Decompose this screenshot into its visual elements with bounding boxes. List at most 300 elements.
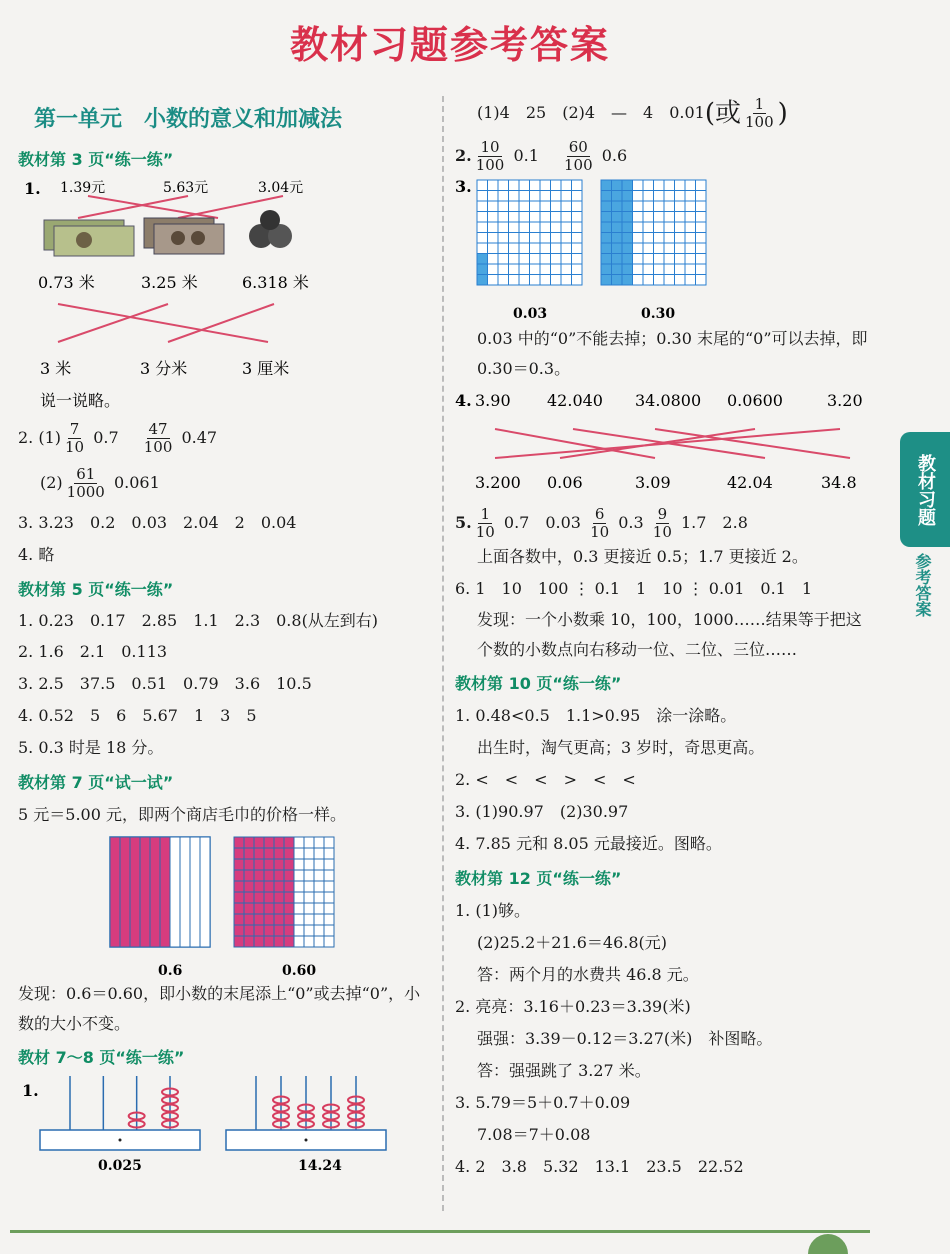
price-label: 3.04元 [258, 180, 304, 196]
answer-text: (1)4 25 (2)4 — 4 0.01 [477, 103, 705, 122]
grid-cell-003 [561, 254, 572, 265]
grid-cell-030 [633, 233, 644, 244]
grid-cell-003 [572, 201, 583, 212]
answer-line: 4. 略 [18, 545, 55, 564]
hundredths-cell [284, 925, 294, 936]
hundredths-cell [254, 837, 264, 848]
grid-cell-030 [643, 254, 654, 265]
price-label: 5.63元 [163, 180, 209, 196]
page-corner-mark [808, 1234, 848, 1254]
hundredths-cell [304, 936, 314, 947]
grid-cell-003 [488, 191, 499, 202]
hundredths-cell [254, 925, 264, 936]
left-column [18, 90, 428, 1174]
tenths-cell [150, 837, 160, 947]
section-heading-p10: 教材第 10 页“练一练” [455, 674, 622, 693]
grid-cell-003 [572, 243, 583, 254]
unit-title: 第一单元 小数的意义和加减法 [34, 107, 343, 132]
hundredths-cell [234, 892, 244, 903]
grid-cell-030 [612, 254, 623, 265]
answer-line: 2. 1.6 2.1 0.113 [18, 642, 168, 661]
hundredths-cell [254, 903, 264, 914]
hundredths-cell [324, 848, 334, 859]
grid-cell-003 [509, 212, 520, 223]
hundredths-cell [274, 914, 284, 925]
tenths-cell [200, 837, 210, 947]
grid-label: 0.03 [513, 306, 548, 322]
hundredths-cell [324, 881, 334, 892]
hundredths-cell [264, 881, 274, 892]
hundredths-cell [294, 936, 304, 947]
grid-cell-003 [509, 201, 520, 212]
hundredths-cell [254, 870, 264, 881]
question-number: 2. (1) [18, 428, 62, 447]
hundredths-cell [304, 914, 314, 925]
grid-cell-003 [477, 180, 488, 191]
hundredths-cell [314, 881, 324, 892]
answer-line: 1. 0.48<0.5 1.1>0.95 涂一涂略。 [455, 706, 737, 725]
grid-cell-003 [530, 233, 541, 244]
grid-cell-003 [488, 201, 499, 212]
hundredths-cell [244, 870, 254, 881]
grid-cell-003 [477, 212, 488, 223]
answer-line: 2. < < < > < < [455, 770, 636, 789]
hundredths-cell [234, 870, 244, 881]
matching-exercise-1 [18, 176, 428, 411]
unit-label: 3 厘米 [242, 359, 290, 378]
grid-label: 0.60 [282, 963, 317, 979]
decimal-value: 0.3 [618, 513, 644, 532]
grid-label: 0.30 [641, 306, 676, 322]
hundredths-cell [284, 881, 294, 892]
answer-line: 发现：一个小数乘 10，100，1000……结果等于把这个数的小数点向右移动一位、二位、三位…… [477, 610, 862, 659]
length-label: 0.73 米 [38, 273, 95, 292]
answer-line: 0.03 中的“0”不能去掉；0.30 末尾的“0”可以去掉，即 0.30＝0.3。 [477, 329, 868, 378]
answer-line: 5 元＝5.00 元，即两个商店毛巾的价格一样。 [18, 805, 346, 824]
grid-cell-003 [477, 222, 488, 233]
grid-cell-030 [685, 180, 696, 191]
section-heading-p7-8: 教材 7～8 页“练一练” [18, 1048, 185, 1067]
grid-cell-003 [530, 254, 541, 265]
hundredths-cell [234, 903, 244, 914]
grid-cell-003 [488, 180, 499, 191]
hundredths-cell [274, 848, 284, 859]
answer-line: 强强：3.39－0.12＝3.27(米) 补图略。 [477, 1029, 773, 1048]
grid-cell-030 [601, 191, 612, 202]
grid-cell-003 [488, 264, 499, 275]
section-heading-p3: 教材第 3 页“练一练” [18, 150, 174, 169]
tenths-cell [130, 837, 140, 947]
grid-cell-030 [622, 222, 633, 233]
grid-cell-003 [477, 264, 488, 275]
top-value: 0.0600 [727, 391, 783, 410]
hundredths-cell [234, 859, 244, 870]
hundredths-cell [324, 837, 334, 848]
right-column [455, 96, 875, 1183]
note-text: 说一说略。 [40, 391, 121, 410]
grid-cell-030 [696, 254, 707, 265]
coins-icon [249, 210, 292, 248]
fraction: $\frac{9}{10}$ [652, 505, 672, 541]
answer-line: 1. (1)够。 [455, 901, 531, 920]
hundredths-cell [244, 925, 254, 936]
abacus-figure [18, 1074, 428, 1174]
grid-cell-030 [622, 233, 633, 244]
grid-cell-003 [561, 180, 572, 191]
grid-cell-003 [477, 191, 488, 202]
hundredths-cell [234, 925, 244, 936]
hundredths-cell [294, 859, 304, 870]
hundredths-cell [254, 848, 264, 859]
grid-label: 0.6 [158, 963, 183, 979]
grid-cell-030 [633, 243, 644, 254]
grid-cell-003 [551, 180, 562, 191]
answer-line: 4. 2 3.8 5.32 13.1 23.5 22.52 [455, 1157, 744, 1176]
decimal-value: 0.7 0.03 [503, 513, 581, 532]
shaded-grids-figure [18, 831, 428, 979]
grid-cell-003 [498, 180, 509, 191]
grid-cell-003 [540, 243, 551, 254]
hundredths-cell [274, 925, 284, 936]
hundredths-cell [304, 870, 314, 881]
decimal-value: 1.7 2.8 [680, 513, 748, 532]
hundredths-cell [294, 881, 304, 892]
hundredths-cell [314, 892, 324, 903]
grid-cell-003 [572, 222, 583, 233]
section-heading-p5: 教材第 5 页“练一练” [18, 580, 174, 599]
grid-cell-003 [519, 264, 530, 275]
unit-label: 3 分米 [140, 359, 188, 378]
grid-cell-030 [612, 191, 623, 202]
hundredths-cell [234, 881, 244, 892]
grid-cell-030 [685, 243, 696, 254]
grid-cell-030 [696, 212, 707, 223]
matching-exercise-4 [455, 384, 875, 492]
top-value: 3.20 [827, 391, 863, 410]
grid-cell-003 [509, 222, 520, 233]
grid-cell-030 [664, 233, 675, 244]
fraction: $\frac{47}{100}$ [143, 420, 173, 456]
grid-cell-003 [530, 201, 541, 212]
answer-line: 发现：0.6＝0.60，即小数的末尾添上“0”或去掉“0”，小数的大小不变。 [18, 984, 421, 1033]
grid-cell-003 [519, 275, 530, 286]
grid-cell-030 [612, 243, 623, 254]
fraction: $\frac{10}{100}$ [475, 138, 505, 174]
hundredths-cell [274, 881, 284, 892]
decimal-grid-figure [18, 831, 428, 979]
hundredths-cell [324, 903, 334, 914]
grid-cell-030 [612, 233, 623, 244]
grid-cell-003 [551, 254, 562, 265]
fraction: $\frac{6}{10}$ [590, 505, 610, 541]
grid-cell-030 [643, 191, 654, 202]
hundredths-cell [284, 936, 294, 947]
grid-cell-030 [622, 191, 633, 202]
grid-cell-030 [612, 275, 623, 286]
decimal-value: 0.061 [113, 473, 160, 492]
answer-line [455, 96, 875, 131]
grid-cell-003 [561, 222, 572, 233]
grid-cell-030 [622, 201, 633, 212]
hundredths-cell [274, 837, 284, 848]
grid-cell-030 [622, 254, 633, 265]
grid-cell-030 [601, 275, 612, 286]
grid-cell-003 [509, 243, 520, 254]
question-number: (2) [40, 473, 63, 492]
hundredths-cell [264, 925, 274, 936]
hundredths-cell [264, 903, 274, 914]
hundredths-cell [244, 848, 254, 859]
hundredths-cell [294, 914, 304, 925]
grid-cell-030 [654, 264, 665, 275]
hundredths-cell [244, 892, 254, 903]
grid-cell-030 [675, 254, 686, 265]
grid-cell-030 [654, 191, 665, 202]
question-number: 5. [455, 513, 472, 532]
grid-cell-003 [488, 275, 499, 286]
grid-cell-003 [540, 212, 551, 223]
grid-cell-003 [488, 233, 499, 244]
grid-cell-030 [622, 212, 633, 223]
banknotes-icon [44, 220, 134, 256]
hundredths-cell [234, 914, 244, 925]
abacus-label: 14.24 [298, 1158, 342, 1174]
grid-cell-003 [572, 233, 583, 244]
hundredths-cell [324, 870, 334, 881]
paren-text: ) [777, 98, 788, 129]
grid-cell-030 [654, 201, 665, 212]
grid-cell-030 [675, 180, 686, 191]
answer-line [455, 506, 875, 541]
hundredths-cell [264, 859, 274, 870]
grid-cell-003 [540, 233, 551, 244]
hundredths-cell [304, 925, 314, 936]
grid-cell-003 [488, 254, 499, 265]
grid-cell-003 [561, 191, 572, 202]
grid-cell-030 [654, 233, 665, 244]
tenths-cell [160, 837, 170, 947]
paren-text: (或 [704, 98, 742, 129]
grid-cell-003 [488, 222, 499, 233]
grid-cell-030 [601, 264, 612, 275]
grid-cell-003 [477, 254, 488, 265]
hundredths-cell [274, 870, 284, 881]
hundredths-cell [244, 903, 254, 914]
grid-cell-030 [696, 275, 707, 286]
grid-cell-030 [612, 222, 623, 233]
hundredths-cell [314, 903, 324, 914]
grid-cell-030 [622, 264, 633, 275]
hundredths-cell [324, 936, 334, 947]
hundredths-cell [244, 914, 254, 925]
grid-cell-030 [696, 264, 707, 275]
grid-cell-030 [633, 201, 644, 212]
grid-cell-003 [561, 264, 572, 275]
hundredths-cell [244, 881, 254, 892]
hundredths-cell [244, 936, 254, 947]
grid-cell-030 [633, 222, 644, 233]
hundredths-cell [314, 914, 324, 925]
page-title: 教材习题参考答案 [289, 23, 610, 67]
grid-cell-003 [519, 243, 530, 254]
grid-cell-030 [622, 275, 633, 286]
side-tab[interactable]: 教材习题 [900, 432, 950, 547]
grid-cell-030 [664, 275, 675, 286]
hundredths-cell [234, 936, 244, 947]
tenths-cell [110, 837, 120, 947]
grid-cell-003 [498, 201, 509, 212]
hundredths-cell [254, 936, 264, 947]
grid-cell-030 [654, 180, 665, 191]
grid-cell-030 [643, 275, 654, 286]
grid-cell-030 [685, 254, 696, 265]
grid-cell-003 [572, 264, 583, 275]
grid-cell-003 [498, 254, 509, 265]
answer-line: 1. 0.23 0.17 2.85 1.1 2.3 0.8(从左到右) [18, 611, 379, 630]
grid-cell-030 [675, 233, 686, 244]
hundredths-cell [274, 892, 284, 903]
fraction: $\frac{60}{100}$ [563, 138, 593, 174]
grid-cell-030 [675, 243, 686, 254]
hundredths-cell [274, 859, 284, 870]
hundredths-cell [284, 892, 294, 903]
hundredths-cell [304, 848, 314, 859]
grid-cell-003 [519, 254, 530, 265]
grid-cell-030 [675, 212, 686, 223]
hundredths-cell [294, 848, 304, 859]
grid-cell-030 [664, 222, 675, 233]
hundredths-cell [304, 837, 314, 848]
hundredths-cell [264, 892, 274, 903]
grid-cell-030 [685, 264, 696, 275]
grid-cell-003 [540, 264, 551, 275]
grid-cell-030 [685, 201, 696, 212]
grid-cell-003 [540, 180, 551, 191]
price-label: 1.39元 [60, 180, 106, 196]
matching-figure [18, 176, 428, 411]
grid-cell-030 [654, 254, 665, 265]
grid-cell-003 [530, 243, 541, 254]
hundredths-cell [324, 914, 334, 925]
grid-cell-030 [633, 191, 644, 202]
grid-cell-003 [477, 201, 488, 212]
grid-cell-003 [530, 191, 541, 202]
hundredths-cell [274, 936, 284, 947]
hundredths-cell [264, 914, 274, 925]
grid-cell-030 [601, 180, 612, 191]
grid-cell-030 [633, 264, 644, 275]
hundredths-cell [234, 837, 244, 848]
hundredths-cell [294, 837, 304, 848]
grid-cell-003 [477, 233, 488, 244]
grid-cell-003 [540, 201, 551, 212]
tenths-cell [190, 837, 200, 947]
hundredths-cell [244, 859, 254, 870]
grid-cell-003 [477, 243, 488, 254]
hundred-grid-svg [455, 174, 875, 324]
fraction: $\frac{61}{1000}$ [66, 465, 105, 501]
fraction: $\frac{1}{100}$ [745, 95, 774, 131]
grid-cell-030 [675, 201, 686, 212]
hundredths-cell [314, 859, 324, 870]
answer-line [18, 466, 428, 501]
grid-cell-030 [696, 233, 707, 244]
hundredths-cell [314, 837, 324, 848]
hundredths-cell [304, 881, 314, 892]
banknotes-icon [144, 218, 224, 254]
length-label: 3.25 米 [141, 273, 198, 292]
grid-cell-030 [696, 243, 707, 254]
grid-cell-030 [643, 222, 654, 233]
decimal-value: 0.47 [181, 428, 218, 447]
section-heading-p12: 教材第 12 页“练一练” [455, 869, 622, 888]
hundredths-cell [284, 903, 294, 914]
grid-cell-003 [509, 191, 520, 202]
grid-cell-003 [540, 254, 551, 265]
grid-cell-003 [551, 222, 562, 233]
hundredths-cell [284, 859, 294, 870]
grid-cell-003 [519, 201, 530, 212]
grid-cell-003 [561, 243, 572, 254]
grid-cell-003 [498, 243, 509, 254]
grid-cell-030 [654, 212, 665, 223]
hundredths-cell [304, 903, 314, 914]
grid-cell-003 [572, 275, 583, 286]
answer-line: 上面各数中，0.3 更接近 0.5；1.7 更接近 2。 [477, 547, 808, 566]
fraction: $\frac{1}{10}$ [475, 505, 495, 541]
grid-cell-003 [477, 275, 488, 286]
bottom-value: 42.04 [727, 473, 773, 492]
grid-cell-030 [685, 275, 696, 286]
hundredths-cell [324, 859, 334, 870]
grid-cell-030 [622, 180, 633, 191]
unit-label: 3 米 [40, 359, 72, 378]
grid-cell-030 [643, 212, 654, 223]
grid-cell-003 [509, 275, 520, 286]
grid-cell-003 [572, 191, 583, 202]
tenths-cell [120, 837, 130, 947]
grid-cell-030 [643, 233, 654, 244]
grid-cell-003 [561, 275, 572, 286]
grid-cell-030 [633, 275, 644, 286]
hundredths-cell [244, 837, 254, 848]
grid-cell-003 [509, 254, 520, 265]
grid-cell-003 [488, 212, 499, 223]
grid-cell-030 [643, 180, 654, 191]
length-label: 6.318 米 [242, 273, 309, 292]
hundredths-cell [264, 936, 274, 947]
footer-rule [10, 1230, 870, 1233]
grid-cell-003 [530, 222, 541, 233]
grid-cell-003 [572, 212, 583, 223]
decimal-value: 0.6 [601, 146, 628, 165]
hundredths-cell [304, 892, 314, 903]
q1-number: 1. [22, 1081, 39, 1100]
grid-cell-030 [664, 243, 675, 254]
grid-cell-003 [530, 264, 541, 275]
grid-cell-003 [530, 180, 541, 191]
answer-line: 4. 7.85 元和 8.05 元最接近。图略。 [455, 834, 722, 853]
grid-cell-003 [561, 233, 572, 244]
grid-cell-003 [498, 233, 509, 244]
answer-line: 5. 0.3 时是 18 分。 [18, 738, 164, 757]
hundredths-cell [294, 903, 304, 914]
grid-cell-030 [601, 212, 612, 223]
answer-line [455, 139, 875, 174]
answer-line: 出生时，淘气更高；3 岁时，奇思更高。 [477, 738, 765, 757]
grid-cell-003 [498, 264, 509, 275]
grid-cell-003 [572, 254, 583, 265]
